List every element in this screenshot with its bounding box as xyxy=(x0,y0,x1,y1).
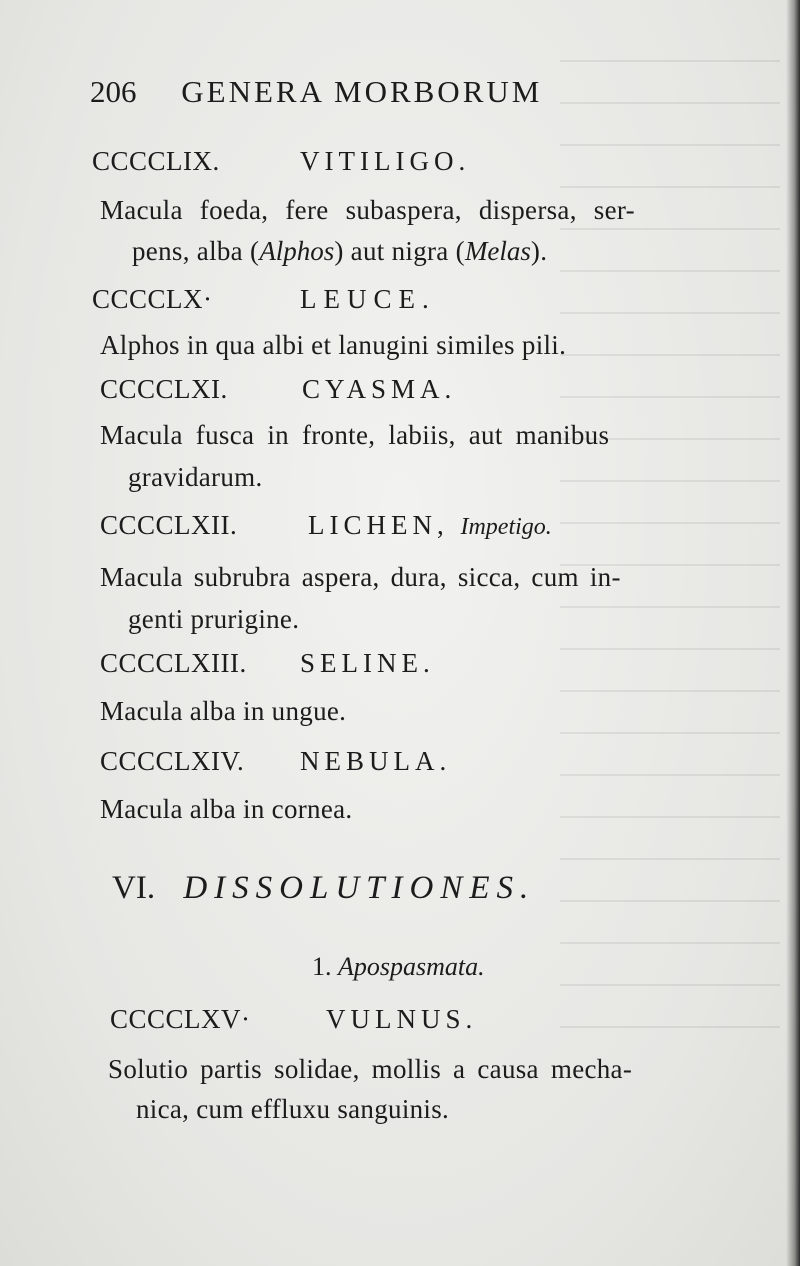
entry-description: Macula alba in ungue. xyxy=(100,696,347,726)
entry-term: LEUCE. xyxy=(300,284,436,314)
entry-code: CCCCLIX. xyxy=(92,146,220,176)
entry-code: CCCCLXII. xyxy=(100,510,238,540)
subsection-heading xyxy=(312,952,485,982)
entry-code: CCCCLX· xyxy=(92,284,213,314)
entry-description: Macula foeda, fere subaspera, dispersa, ser- xyxy=(100,195,635,225)
entry-description-cont: nica, cum effluxu sanguinis. xyxy=(136,1094,450,1124)
entry-description: Alphos in qua albi et lanugini similes pili. xyxy=(100,330,567,360)
section-number: VI. xyxy=(112,870,156,906)
entry-synonym: Impetigo. xyxy=(460,514,552,540)
section-title: DISSOLUTIONES. xyxy=(183,870,536,906)
subsection-number: 1. xyxy=(312,952,332,981)
entry-description: Macula alba in cornea. xyxy=(100,794,353,824)
subsection-title: Apospasmata. xyxy=(338,952,485,981)
entry-description: Macula fusca in fronte, labiis, aut manibus xyxy=(100,420,610,450)
page-edge-shadow xyxy=(786,0,800,1266)
section-heading xyxy=(112,870,535,907)
entry-term: LICHEN, xyxy=(308,510,449,540)
entry-term: VITILIGO. xyxy=(300,146,471,176)
running-title: GENERA MORBORUM xyxy=(181,74,543,109)
entry-term: SELINE. xyxy=(300,648,435,678)
entry-code: CCCCLXV· xyxy=(110,1004,251,1034)
entry-term: NEBULA. xyxy=(300,746,452,776)
entry-description-cont: gravidarum. xyxy=(128,462,263,492)
page-number: 206 xyxy=(90,74,137,109)
entry-term: CYASMA. xyxy=(302,374,457,404)
entry-description: Macula subrubra aspera, dura, sicca, cum in- xyxy=(100,562,621,592)
entry-term: VULNUS. xyxy=(326,1004,478,1034)
entry-code: CCCCLXI. xyxy=(100,374,228,404)
entry-description: Solutio partis solidae, mollis a causa mecha- xyxy=(108,1054,633,1084)
running-head xyxy=(90,74,542,110)
entry-description-cont: genti prurigine. xyxy=(128,604,300,634)
entry-description-cont: pens, alba (Alphos) aut nigra (Melas). xyxy=(132,236,548,266)
entry-code: CCCCLXIII. xyxy=(100,648,247,678)
entry-code: CCCCLXIV. xyxy=(100,746,245,776)
entry-term-group xyxy=(308,510,552,541)
